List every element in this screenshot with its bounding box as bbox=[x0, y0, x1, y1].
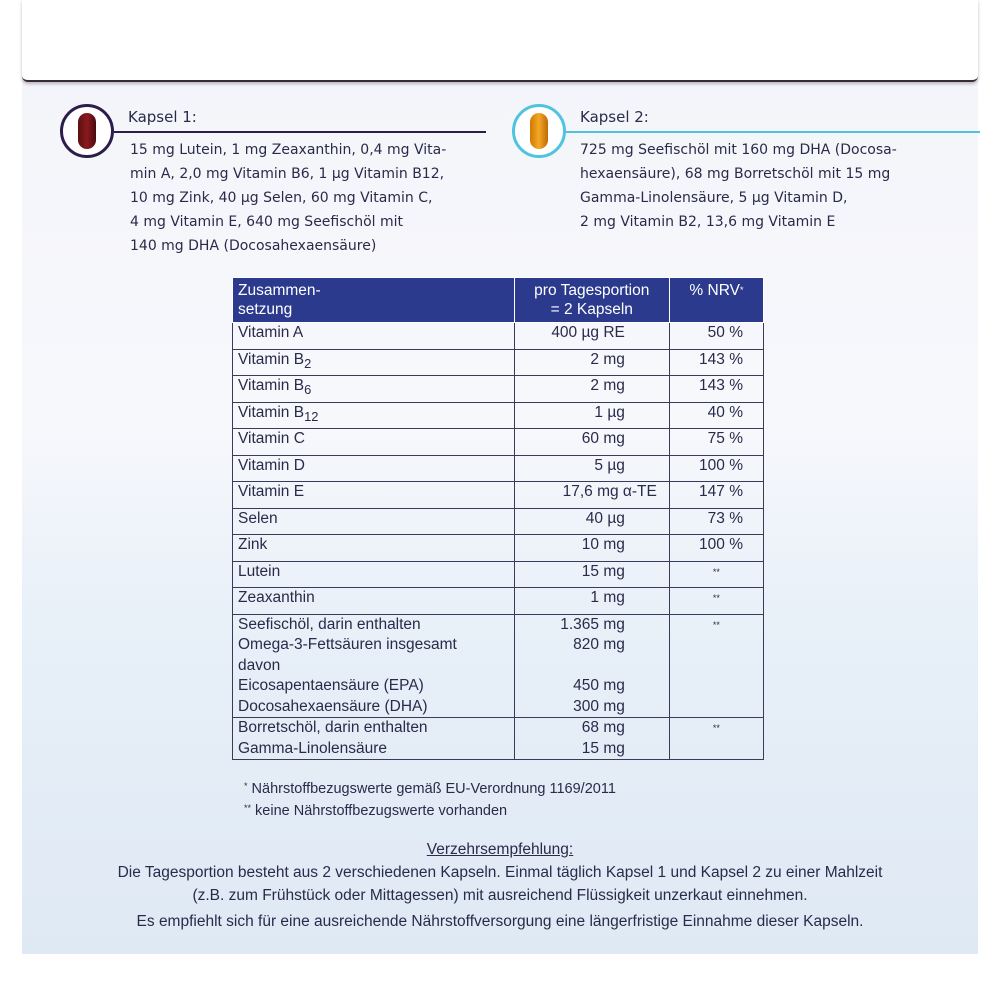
table-row bbox=[233, 376, 764, 403]
nutrient-name: Vitamin A bbox=[233, 323, 515, 350]
table-row bbox=[233, 482, 764, 509]
table-row bbox=[233, 535, 764, 562]
nutrient-nrv: 75 % bbox=[669, 429, 763, 456]
capsule-1-description bbox=[130, 138, 490, 258]
nutrient-amount: 1 mg bbox=[514, 588, 669, 615]
nutrient-amount: 60 mg bbox=[514, 429, 669, 456]
nutrient-nrv: 100 % bbox=[669, 535, 763, 562]
nutrient-amount: 40 µg bbox=[514, 508, 669, 535]
recommendation-line: Es empfiehlt sich für eine ausreichende Nährstoffversorgung eine längerfristige Einnahme dieser Kapseln. bbox=[136, 913, 864, 930]
nutrient-amount: 2 mg bbox=[514, 349, 669, 376]
capsule-2-line: hexaensäure), 68 mg Borretschöl mit 15 mg bbox=[580, 166, 891, 182]
capsule-2-underline bbox=[566, 131, 980, 133]
table-row bbox=[233, 323, 764, 350]
recommendation-line: (z.B. zum Frühstück oder Mittagessen) mit ausreichend Flüssigkeit unzerkaut einnehmen. bbox=[192, 887, 808, 904]
table-row bbox=[233, 455, 764, 482]
nutrient-nrv: 40 % bbox=[669, 402, 763, 429]
capsule-2-description bbox=[580, 138, 960, 234]
table-row bbox=[233, 508, 764, 535]
table-row bbox=[233, 402, 764, 429]
footnote-nrv: * Nährstoffbezugswerte gemäß EU-Verordnung 1169/2011 bbox=[244, 781, 616, 797]
nutrient-amount: 5 µg bbox=[514, 455, 669, 482]
capsule-1-underline bbox=[114, 131, 486, 133]
capsule-2-line: 725 mg Seefischöl mit 160 mg DHA (Docosa- bbox=[580, 142, 897, 158]
nutrient-name: Vitamin D bbox=[233, 455, 515, 482]
capsule-1-line: 10 mg Zink, 40 µg Selen, 60 mg Vitamin C, bbox=[130, 190, 433, 206]
capsule-1-line: 15 mg Lutein, 1 mg Zeaxanthin, 0,4 mg Vita- bbox=[130, 142, 447, 158]
nutrient-name: Vitamin $B_6$ bbox=[233, 376, 515, 403]
nutrient-nrv: 147 % bbox=[669, 482, 763, 509]
nutrition-table bbox=[232, 277, 764, 760]
nutrient-name: Vitamin $B_{12}$ bbox=[233, 402, 515, 429]
nutrient-amount: 10 mg bbox=[514, 535, 669, 562]
nutrient-name: Lutein bbox=[233, 561, 515, 588]
capsule-2-line: 2 mg Vitamin B2, 13,6 mg Vitamin E bbox=[580, 214, 836, 230]
capsule-2-title: Kapsel 2: bbox=[580, 108, 649, 126]
nutrient-nrv: 143 % bbox=[669, 376, 763, 403]
capsule-1-line: 4 mg Vitamin E, 640 mg Seefischöl mit bbox=[130, 214, 404, 230]
recommendation-line: Die Tagesportion besteht aus 2 verschiedenen Kapseln. Einmal täglich Kapsel 1 und Kapsel 2 zu einer Mahlzeit bbox=[117, 864, 883, 881]
capsule-1-title: Kapsel 1: bbox=[128, 108, 197, 126]
nutrient-nrv: ** bbox=[669, 561, 763, 588]
nutrient-amount: 400 µg RE bbox=[514, 323, 669, 350]
table-header-row bbox=[233, 278, 764, 323]
nutrient-name: Borretschöl, darin enthalten Gamma-Linolensäure bbox=[233, 718, 515, 760]
nutrient-amount: 2 mg bbox=[514, 376, 669, 403]
nutrient-name: Vitamin E bbox=[233, 482, 515, 509]
nutrient-amount: 1.365 mg 820 mg 450 mg 300 mg bbox=[514, 614, 669, 718]
nutrient-name: Vitamin $B_2$ bbox=[233, 349, 515, 376]
capsule-1-line: 140 mg DHA (Docosahexaensäure) bbox=[130, 238, 377, 254]
capsule-1-line: min A, 2,0 mg Vitamin B6, 1 µg Vitamin B12, bbox=[130, 166, 445, 182]
nutrient-nrv: ** bbox=[669, 718, 763, 760]
nutrient-amount: 68 mg 15 mg bbox=[514, 718, 669, 760]
capsule-2-line: Gamma-Linolensäure, 5 µg Vitamin D, bbox=[580, 190, 848, 206]
nutrient-name: Selen bbox=[233, 508, 515, 535]
nutrient-nrv: 73 % bbox=[669, 508, 763, 535]
nutrient-name: Seefischöl, darin enthalten Omega-3-Fettsäuren insgesamt davon Eicosapentaensäure (EPA) Docosahexaensäure (DHA) bbox=[233, 614, 515, 718]
nutrient-amount: 17,6 mg α-TE bbox=[514, 482, 669, 509]
nutrient-name: Zeaxanthin bbox=[233, 588, 515, 615]
table-row bbox=[233, 349, 764, 376]
recommendation-heading: Verzehrsempfehlung: bbox=[426, 841, 574, 858]
nutrient-nrv: 50 % bbox=[669, 323, 763, 350]
table-row bbox=[233, 588, 764, 615]
table-row bbox=[233, 429, 764, 456]
table-row bbox=[233, 561, 764, 588]
nutrient-nrv: 100 % bbox=[669, 455, 763, 482]
nutrient-nrv: ** bbox=[669, 588, 763, 615]
package-lid bbox=[22, 0, 978, 82]
header-nrv: % NRV* bbox=[669, 278, 763, 323]
header-daily-portion: pro Tagesportion = 2 Kapseln bbox=[514, 278, 669, 323]
table-row bbox=[233, 614, 764, 718]
nutrient-amount: 1 µg bbox=[514, 402, 669, 429]
nutrient-amount: 15 mg bbox=[514, 561, 669, 588]
capsule-1-icon bbox=[60, 104, 114, 158]
header-composition: Zusammen- setzung bbox=[233, 278, 515, 323]
nutrient-nrv: ** bbox=[669, 614, 763, 718]
nutrient-name: Zink bbox=[233, 535, 515, 562]
nutrient-nrv: 143 % bbox=[669, 349, 763, 376]
footnote-no-nrv: ** keine Nährstoffbezugswerte vorhanden bbox=[244, 803, 508, 819]
table-row bbox=[233, 718, 764, 760]
nutrient-name: Vitamin C bbox=[233, 429, 515, 456]
capsule-2-icon bbox=[512, 104, 566, 158]
